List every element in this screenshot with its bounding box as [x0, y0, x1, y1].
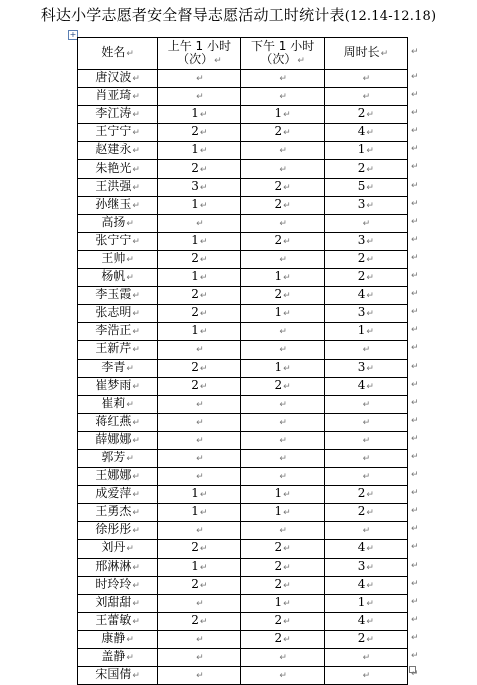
- table-row: [78, 576, 408, 594]
- cell-afternoon: 1↵: [241, 305, 324, 323]
- cell-weekly: 4↵: [324, 612, 407, 630]
- cell-name: 李江涛↵: [78, 106, 158, 124]
- cell-weekly: 5↵: [324, 178, 407, 196]
- table-row: [78, 594, 408, 612]
- cell-weekly: ↵: [324, 395, 407, 413]
- cell-morning: ↵: [158, 413, 241, 431]
- cell-afternoon: ↵: [241, 649, 324, 667]
- cell-weekly: 3↵: [324, 305, 407, 323]
- table-row: [78, 88, 408, 106]
- cell-afternoon: ↵: [241, 70, 324, 88]
- cell-name: 杨帆↵: [78, 269, 158, 287]
- cell-morning: 1↵: [158, 142, 241, 160]
- cell-name: 王娜娜↵: [78, 468, 158, 486]
- cell-name: 王宁宁↵: [78, 124, 158, 142]
- cell-morning: ↵: [158, 522, 241, 540]
- header-name: 姓名↵: [78, 38, 158, 70]
- table-row: [78, 341, 408, 359]
- cell-weekly: 2↵: [324, 250, 407, 268]
- cell-afternoon: 2↵: [241, 540, 324, 558]
- cell-name: 徐彤彤↵: [78, 522, 158, 540]
- cell-weekly: 1↵: [324, 594, 407, 612]
- cell-morning: ↵: [158, 88, 241, 106]
- cell-morning: ↵: [158, 214, 241, 232]
- table-row: [78, 413, 408, 431]
- table-body: [78, 70, 408, 685]
- cell-weekly: 3↵: [324, 558, 407, 576]
- cell-weekly: 2↵: [324, 486, 407, 504]
- cell-weekly: 2↵: [324, 504, 407, 522]
- cell-weekly: 2↵: [324, 106, 407, 124]
- cell-weekly: 3↵: [324, 196, 407, 214]
- table-header-row: [78, 38, 408, 70]
- cell-morning: 3↵: [158, 178, 241, 196]
- cell-morning: 2↵: [158, 612, 241, 630]
- cell-afternoon: 2↵: [241, 612, 324, 630]
- cell-afternoon: 1↵: [241, 486, 324, 504]
- cell-name: 王新芹↵: [78, 341, 158, 359]
- cell-afternoon: 2↵: [241, 196, 324, 214]
- cell-weekly: ↵: [324, 214, 407, 232]
- cell-afternoon: ↵: [241, 413, 324, 431]
- cell-name: 郭芳↵: [78, 449, 158, 467]
- table-row: [78, 504, 408, 522]
- cell-name: 李青↵: [78, 359, 158, 377]
- cell-name: 崔莉↵: [78, 395, 158, 413]
- table-row: [78, 232, 408, 250]
- cell-afternoon: 1↵: [241, 106, 324, 124]
- cell-name: 王帅↵: [78, 250, 158, 268]
- cell-morning: 2↵: [158, 377, 241, 395]
- cell-afternoon: 1↵: [241, 594, 324, 612]
- cell-name: 王勇杰↵: [78, 504, 158, 522]
- table-move-handle-icon[interactable]: +: [69, 30, 77, 39]
- cell-weekly: 4↵: [324, 287, 407, 305]
- title-date-range: (12.14-12.18): [344, 9, 437, 24]
- cell-name: 崔梦雨↵: [78, 377, 158, 395]
- table-row: [78, 449, 408, 467]
- cell-name: 刘丹↵: [78, 540, 158, 558]
- cell-morning: ↵: [158, 449, 241, 467]
- cell-name: 成爱萍↵: [78, 486, 158, 504]
- cell-afternoon: ↵: [241, 88, 324, 106]
- cell-morning: ↵: [158, 395, 241, 413]
- cell-weekly: 2↵: [324, 269, 407, 287]
- cell-morning: 1↵: [158, 323, 241, 341]
- cell-afternoon: 2↵: [241, 178, 324, 196]
- table-row: [78, 142, 408, 160]
- table-row: [78, 196, 408, 214]
- document-title: [0, 4, 477, 25]
- table-row: [78, 377, 408, 395]
- cell-name: 薛娜娜↵: [78, 431, 158, 449]
- cell-afternoon: 1↵: [241, 269, 324, 287]
- cell-morning: 2↵: [158, 359, 241, 377]
- cell-weekly: ↵: [324, 522, 407, 540]
- cell-afternoon: 2↵: [241, 630, 324, 648]
- cell-name: 蒋红燕↵: [78, 413, 158, 431]
- table-row: [78, 540, 408, 558]
- cell-morning: 1↵: [158, 504, 241, 522]
- table-row: [78, 630, 408, 648]
- table-row: [78, 558, 408, 576]
- table-row: [78, 359, 408, 377]
- cell-morning: 2↵: [158, 287, 241, 305]
- header-morning: 上午 1 小时 （次）↵: [158, 38, 241, 70]
- cell-name: 宋国倩↵: [78, 667, 158, 685]
- cell-weekly: ↵: [324, 70, 407, 88]
- cell-afternoon: 2↵: [241, 124, 324, 142]
- cell-afternoon: ↵: [241, 142, 324, 160]
- cell-weekly: 1↵: [324, 323, 407, 341]
- cell-name: 张宁宁↵: [78, 232, 158, 250]
- cell-afternoon: ↵: [241, 449, 324, 467]
- cell-weekly: ↵: [324, 449, 407, 467]
- cell-name: 肖亚琦↵: [78, 88, 158, 106]
- cell-name: 高扬↵: [78, 214, 158, 232]
- cell-name: 盖静↵: [78, 649, 158, 667]
- cell-morning: 2↵: [158, 540, 241, 558]
- cell-weekly: 3↵: [324, 359, 407, 377]
- cell-name: 李玉霞↵: [78, 287, 158, 305]
- table-row: [78, 124, 408, 142]
- cell-afternoon: 1↵: [241, 504, 324, 522]
- cell-morning: 2↵: [158, 160, 241, 178]
- cell-morning: ↵: [158, 468, 241, 486]
- cell-morning: 2↵: [158, 124, 241, 142]
- cell-weekly: 3↵: [324, 232, 407, 250]
- cell-morning: 1↵: [158, 106, 241, 124]
- cell-name: 李浩正↵: [78, 323, 158, 341]
- table-resize-handle[interactable]: [409, 666, 416, 673]
- cell-afternoon: ↵: [241, 214, 324, 232]
- table-row: [78, 214, 408, 232]
- cell-name: 王蕾敏↵: [78, 612, 158, 630]
- cell-name: 邢淋淋↵: [78, 558, 158, 576]
- cell-afternoon: 2↵: [241, 232, 324, 250]
- cell-weekly: 1↵: [324, 142, 407, 160]
- header-afternoon: 下午 1 小时 （次）↵: [241, 38, 324, 70]
- cell-name: 张志明↵: [78, 305, 158, 323]
- cell-weekly: ↵: [324, 649, 407, 667]
- table-row: [78, 106, 408, 124]
- table-row: [78, 70, 408, 88]
- cell-afternoon: ↵: [241, 160, 324, 178]
- cell-afternoon: 2↵: [241, 576, 324, 594]
- table-row: [78, 160, 408, 178]
- cell-morning: 2↵: [158, 250, 241, 268]
- cell-weekly: ↵: [324, 431, 407, 449]
- cell-name: 唐汉波↵: [78, 70, 158, 88]
- cell-morning: 1↵: [158, 486, 241, 504]
- cell-weekly: 4↵: [324, 124, 407, 142]
- cell-afternoon: ↵: [241, 395, 324, 413]
- cell-weekly: ↵: [324, 341, 407, 359]
- cell-name: 康静↵: [78, 630, 158, 648]
- table-row: [78, 468, 408, 486]
- cell-morning: 2↵: [158, 305, 241, 323]
- cell-morning: ↵: [158, 630, 241, 648]
- cell-afternoon: ↵: [241, 431, 324, 449]
- cell-name: 王洪强↵: [78, 178, 158, 196]
- cell-morning: 1↵: [158, 269, 241, 287]
- cell-weekly: ↵: [324, 413, 407, 431]
- cell-morning: ↵: [158, 431, 241, 449]
- table-row: [78, 178, 408, 196]
- cell-morning: 1↵: [158, 232, 241, 250]
- cell-morning: ↵: [158, 667, 241, 685]
- table-row: [78, 287, 408, 305]
- title-text: 科达小学志愿者安全督导志愿活动工时统计表: [40, 6, 345, 24]
- cell-weekly: ↵: [324, 88, 407, 106]
- cell-morning: 1↵: [158, 196, 241, 214]
- cell-weekly: 4↵: [324, 377, 407, 395]
- table-row: [78, 431, 408, 449]
- cell-name: 朱艳光↵: [78, 160, 158, 178]
- cell-morning: ↵: [158, 594, 241, 612]
- cell-morning: ↵: [158, 70, 241, 88]
- cell-afternoon: ↵: [241, 250, 324, 268]
- cell-name: 刘甜甜↵: [78, 594, 158, 612]
- table-row: [78, 323, 408, 341]
- table-row: [78, 522, 408, 540]
- table-row: [78, 612, 408, 630]
- table-row: [78, 250, 408, 268]
- cell-weekly: ↵: [324, 667, 407, 685]
- cell-afternoon: ↵: [241, 522, 324, 540]
- cell-afternoon: 2↵: [241, 287, 324, 305]
- cell-afternoon: 2↵: [241, 377, 324, 395]
- cell-weekly: ↵: [324, 468, 407, 486]
- table-row: [78, 649, 408, 667]
- cell-morning: ↵: [158, 649, 241, 667]
- table-row: [78, 486, 408, 504]
- cell-afternoon: ↵: [241, 468, 324, 486]
- header-weekly: 周时长↵: [324, 38, 407, 70]
- cell-morning: 2↵: [158, 576, 241, 594]
- cell-weekly: 4↵: [324, 576, 407, 594]
- cell-weekly: 4↵: [324, 540, 407, 558]
- table-row: [78, 305, 408, 323]
- cell-morning: ↵: [158, 341, 241, 359]
- cell-weekly: 2↵: [324, 630, 407, 648]
- cell-weekly: 2↵: [324, 160, 407, 178]
- cell-name: 孙继玉↵: [78, 196, 158, 214]
- cell-name: 时玲玲↵: [78, 576, 158, 594]
- cell-afternoon: ↵: [241, 667, 324, 685]
- cell-morning: 1↵: [158, 558, 241, 576]
- cell-afternoon: ↵: [241, 341, 324, 359]
- cell-afternoon: 2↵: [241, 558, 324, 576]
- volunteer-hours-table: [77, 37, 408, 685]
- cell-name: 赵建永↵: [78, 142, 158, 160]
- cell-afternoon: ↵: [241, 323, 324, 341]
- table-row: [78, 395, 408, 413]
- table-row: [78, 269, 408, 287]
- cell-afternoon: 1↵: [241, 359, 324, 377]
